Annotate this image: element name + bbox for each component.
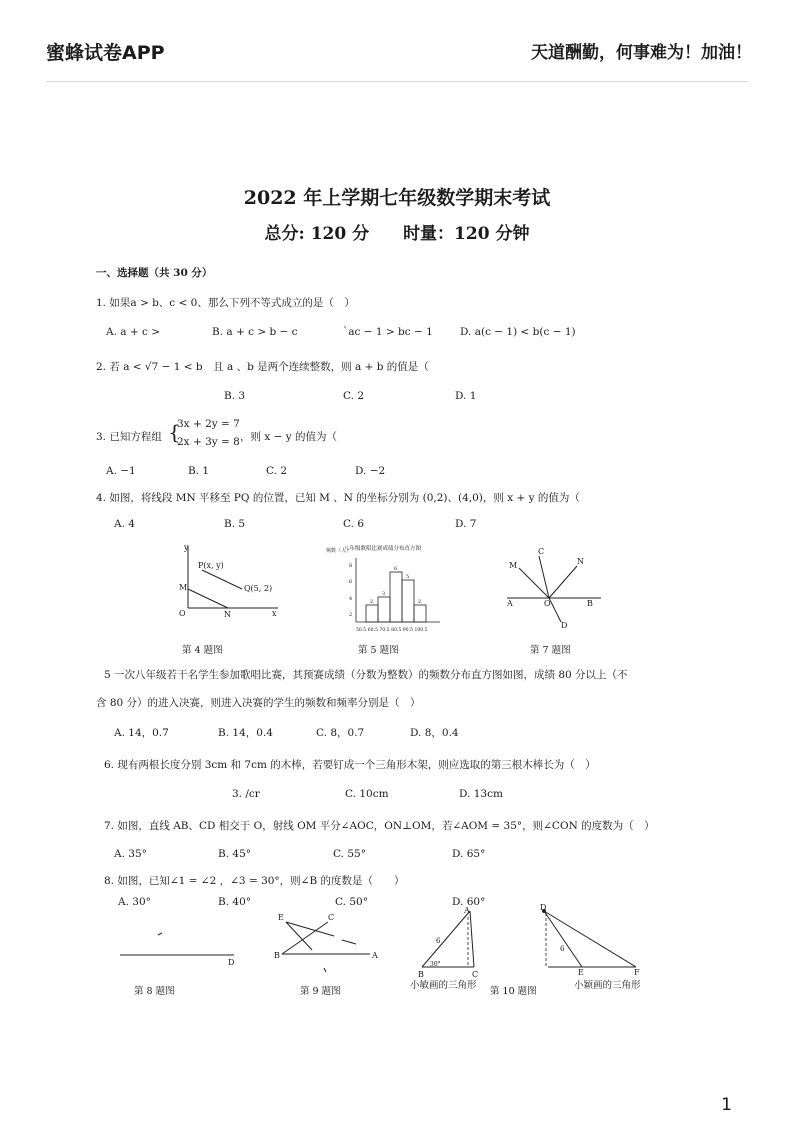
q6-option-b: 3. /cr: [232, 788, 260, 800]
fig5-xticks: 50.5 60.5 70.5 80.5 90.5 100.5: [356, 628, 428, 633]
q2-stem: 2. 若 a < √7 − 1 < b 且 a 、b 是两个连续整数，则 a + b 的值是（: [96, 361, 429, 373]
fig4-diagram: [160, 542, 280, 622]
q7-option-d: D. 65°: [452, 848, 486, 860]
fig4-q-label: Q(5, 2): [244, 584, 273, 593]
fig8-caption: 第 8 题图: [134, 986, 175, 997]
fig7-o-label: O: [544, 599, 551, 608]
q1-option-b: B. a + c > b − c: [212, 326, 298, 338]
fig7-diagram: [505, 546, 605, 630]
q7-stem: 7. 如图，直线 AB、CD 相交于 O，射线 OM 平分∠AOC，ON⊥OM，若∠AOM = 35°，则∠CON 的度数为（ ）: [104, 820, 655, 832]
fig9-a-label: A: [372, 951, 378, 960]
fig9-c-label: C: [328, 913, 335, 922]
fig4-n-label: N: [224, 610, 231, 619]
q3-equation-1: 3x + 2y = 7: [177, 418, 240, 430]
q1-option-a: A. a + c >: [106, 326, 161, 338]
fig5-bar-label-1: 2: [370, 599, 374, 605]
q5-line-1: 5 一次八年级若干名学生参加歌唱比赛，其预赛成绩（分数为整数）的频数分布直方图如图，成绩 80 分以上（不: [104, 669, 628, 681]
q5-option-d: D. 8，0.4: [410, 727, 459, 739]
q4-option-b: B. 5: [224, 518, 246, 530]
fig7-n-label: N: [577, 557, 584, 566]
page-number: 1: [721, 1095, 732, 1115]
q1-option-c: `ac − 1 > bc − 1: [343, 326, 433, 338]
header-divider: [46, 81, 748, 82]
q1-option-d: D. a(c − 1) < b(c − 1): [460, 326, 576, 338]
fig5-bar-label-4: 5: [406, 574, 410, 580]
fig10-right-caption: 小颖画的三角形: [574, 980, 641, 991]
fig5-ylabel: 频数（人）: [326, 548, 352, 554]
fig10-c-label: C: [472, 970, 479, 979]
q7-option-a: A. 35°: [114, 848, 147, 860]
fig9-diagram: [272, 910, 382, 974]
app-brand: 蜜蜂试卷APP: [46, 42, 165, 64]
fig7-a-label: A: [507, 599, 513, 608]
fig5-histogram: [322, 542, 454, 634]
fig10-a-label: A: [464, 906, 470, 915]
q8-stem: 8. 如图，已知∠1 = ∠2 ，∠3 = 30°，则∠B 的度数是（ ）: [104, 875, 405, 887]
fig10-angle-label: 30°: [430, 961, 441, 968]
q6-option-d: D. 13cm: [459, 788, 503, 800]
fig4-p-label: P(x, y): [198, 561, 224, 570]
section-heading: 一、选择题（共 30 分）: [96, 267, 213, 279]
fig10-b-label: B: [418, 970, 424, 979]
fig9-caption: 第 9 题图: [300, 986, 341, 997]
exam-subtitle: [0, 219, 794, 244]
q7-option-b: B. 45°: [218, 848, 252, 860]
fig4-caption: 第 4 题图: [182, 645, 223, 656]
fig5-ytick-4: 4: [349, 596, 353, 602]
q4-option-a: A. 4: [114, 518, 135, 530]
fig5-ytick-6: 6: [349, 579, 353, 585]
fig5-bar-5: [414, 605, 426, 622]
fig10-e-label: E: [578, 968, 584, 977]
q3-option-d: D. −2: [355, 465, 386, 477]
fig10-f-label: F: [634, 968, 640, 977]
fig8-diagram: [118, 925, 242, 969]
fig5-bar-label-2: 3: [382, 591, 386, 597]
q8-option-a: A. 30°: [118, 896, 151, 908]
fig4-m-label: M: [179, 583, 188, 592]
fig5-bar-2: [378, 597, 390, 622]
q2-option-c: C. 2: [343, 390, 365, 402]
fig7-b-label: B: [587, 599, 593, 608]
fig5-bar-1: [366, 605, 378, 622]
fig4-x-label: x: [272, 609, 277, 618]
q3-equation-2: 2x + 3y = 8: [177, 436, 240, 448]
q3-brace: {: [168, 420, 181, 444]
q8-option-c: C. 50°: [335, 896, 368, 908]
fig5-title: 八年级歌唱比赛成绩分布直方图: [344, 546, 422, 552]
q5-option-a: A. 14，0.7: [114, 727, 169, 739]
fig10-d-label: D: [540, 903, 547, 912]
fig4-o-label: O: [179, 609, 186, 618]
q6-option-c: C. 10cm: [345, 788, 389, 800]
fig5-bar-4: [402, 580, 414, 622]
time-limit: 时量：120 分钟: [403, 224, 530, 244]
fig10-left-caption: 小敏画的三角形: [410, 980, 477, 991]
exam-title: 2022 年上学期七年级数学期末考试: [243, 187, 551, 209]
q3-option-c: C. 2: [266, 465, 288, 477]
q1-stem: 1. 如果a > b、c < 0、那么下列不等式成立的是（ ）: [96, 297, 355, 309]
fig10-side-right: 6: [560, 945, 565, 953]
q4-option-d: D. 7: [455, 518, 477, 530]
q2-option-b: B. 3: [224, 390, 246, 402]
q5-option-b: B. 14，0.4: [218, 727, 273, 739]
fig5-bar-label-5: 2: [418, 599, 422, 605]
motto: 天道酬勤，何事难为！加油！: [531, 43, 752, 63]
q7-option-c: C. 55°: [333, 848, 366, 860]
fig5-bar-3: [390, 572, 402, 622]
fig10-side-left: 6: [436, 937, 441, 945]
q4-option-c: C. 6: [343, 518, 365, 530]
q3-option-a: A. −1: [106, 465, 136, 477]
q8-option-d: D. 60°: [452, 896, 486, 908]
q5-line-2: 含 80 分）的进入决赛，则进入决赛的学生的频数和频率分别是（ ）: [96, 697, 421, 709]
q8-option-b: B. 40°: [218, 896, 252, 908]
q6-stem: 6. 现有两根长度分别 3cm 和 7cm 的木棒，若要钉成一个三角形木架，则应选取的第三根木棒长为（ ）: [104, 759, 596, 771]
fig5-bar-label-3: 6: [394, 566, 398, 572]
fig7-m-label: M: [509, 561, 518, 570]
fig5-ytick-2: 2: [349, 612, 353, 618]
q3-prefix: 3. 已知方程组: [96, 431, 162, 443]
fig10-caption: 第 10 题图: [490, 986, 537, 997]
q5-option-c: C. 8，0.7: [316, 727, 365, 739]
q3-option-b: B. 1: [188, 465, 210, 477]
fig9-e-label: E: [278, 913, 284, 922]
q2-option-d: D. 1: [455, 390, 477, 402]
total-score: 总分: 120 分: [264, 224, 370, 244]
fig5-caption: 第 5 题图: [358, 645, 399, 656]
fig10-diagram: [408, 903, 658, 979]
q4-stem: 4. 如图，将线段 MN 平移至 PQ 的位置，已知 M 、N 的坐标分别为 (0,2)、(4,0)，则 x + y 的值为（: [96, 492, 580, 504]
fig4-y-label: y: [184, 543, 189, 552]
fig7-d-label: D: [561, 621, 568, 630]
fig5-ytick-8: 8: [349, 563, 353, 569]
fig7-c-label: C: [538, 547, 545, 556]
fig7-caption: 第 7 题图: [530, 645, 571, 656]
fig9-b-label: B: [274, 951, 280, 960]
fig8-d-label: D: [228, 958, 235, 967]
q3-suffix: ，则 x − y 的值为（: [240, 431, 338, 443]
